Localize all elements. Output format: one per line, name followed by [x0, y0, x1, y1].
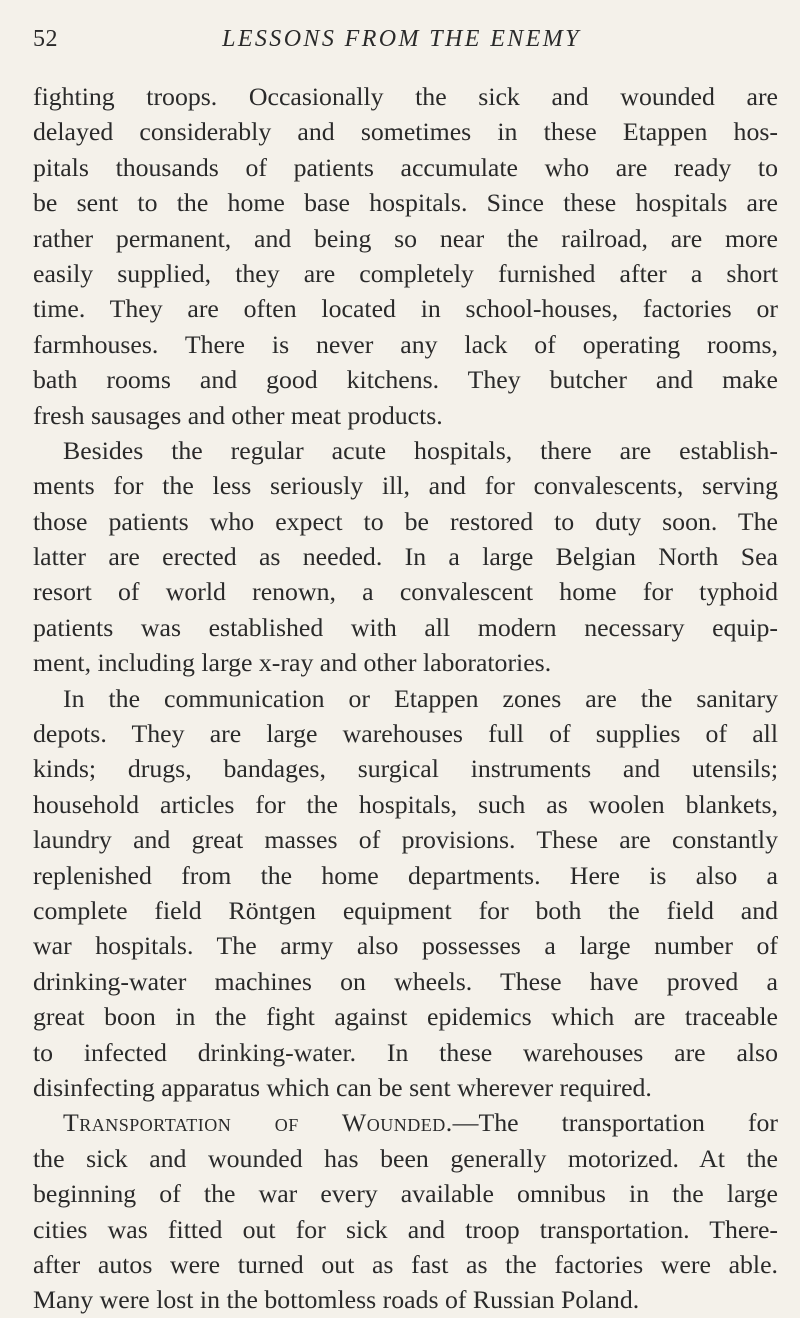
- text-line: replenished from the home departments. Here is also a: [33, 860, 778, 890]
- running-head: LESSONS FROM THE ENEMY: [222, 26, 581, 52]
- section-heading: Transportation of Wounded.: [63, 1108, 453, 1138]
- text-line: war hospitals. The army also possesses a large number of: [33, 931, 778, 961]
- text-line: ment, including large x-ray and other laboratories.: [33, 648, 552, 678]
- text-line: patients was established with all modern necessary equip-: [33, 612, 778, 642]
- body-text: [33, 79, 778, 1318]
- text-line: drinking-water machines on wheels. These have proved a: [33, 966, 778, 996]
- text-line: pitals thousands of patients accumulate who are ready to: [33, 152, 778, 182]
- text-line: fresh sausages and other meat products.: [33, 400, 443, 430]
- text-line: fighting troops. Occasionally the sick and wounded are: [33, 82, 778, 111]
- text-line: household articles for the hospitals, such as woolen blankets,: [33, 789, 778, 819]
- text-line: great boon in the fight against epidemics which are traceable: [33, 1002, 778, 1032]
- section-heading-line: [33, 1105, 778, 1140]
- text-line: beginning of the war every available omnibus in the large: [33, 1179, 778, 1209]
- page-number: 52: [33, 26, 58, 52]
- text-line: kinds; drugs, bandages, surgical instruments and utensils;: [33, 754, 778, 784]
- page-header: [33, 24, 770, 54]
- text-line: depots. They are large warehouses full of supplies of all: [33, 719, 778, 749]
- text-line: time. They are often located in school-houses, factories or: [33, 294, 778, 324]
- text-line: delayed considerably and sometimes in these Etappen hos-: [33, 117, 778, 147]
- text-line: to infected drinking-water. In these warehouses are also: [33, 1037, 778, 1067]
- text-line: disinfecting apparatus which can be sent wherever required.: [33, 1072, 652, 1102]
- text-line: ments for the less seriously ill, and for convalescents, serving: [33, 471, 778, 501]
- text-line: easily supplied, they are completely furnished after a short: [33, 258, 778, 288]
- text-line: rather permanent, and being so near the railroad, are more: [33, 223, 778, 253]
- text-line: after autos were turned out as fast as the factories were able.: [33, 1249, 778, 1279]
- text-line: be sent to the home base hospitals. Since these hospitals are: [33, 188, 778, 218]
- paragraph-start-line: Besides the regular acute hospitals, there are establish-: [63, 435, 778, 465]
- text-line: latter are erected as needed. In a large Belgian North Sea: [33, 542, 778, 572]
- text-line: cities was fitted out for sick and troop transportation. There-: [33, 1214, 778, 1244]
- section-heading-continuation: —The transportation for: [452, 1108, 778, 1138]
- text-line: farmhouses. There is never any lack of operating rooms,: [33, 329, 778, 359]
- text-line: the sick and wounded has been generally motorized. At the: [33, 1143, 778, 1173]
- text-line: resort of world renown, a convalescent home for typhoid: [33, 577, 778, 607]
- text-line: laundry and great masses of provisions. These are constantly: [33, 825, 778, 855]
- text-line: Many were lost in the bottomless roads of Russian Poland.: [33, 1285, 640, 1315]
- text-line: bath rooms and good kitchens. They butcher and make: [33, 365, 778, 395]
- text-line: complete field Röntgen equipment for both the field and: [33, 895, 778, 925]
- paragraph-start-line: In the communication or Etappen zones are the sanitary: [63, 683, 778, 713]
- text-line: those patients who expect to be restored to duty soon. The: [33, 506, 778, 536]
